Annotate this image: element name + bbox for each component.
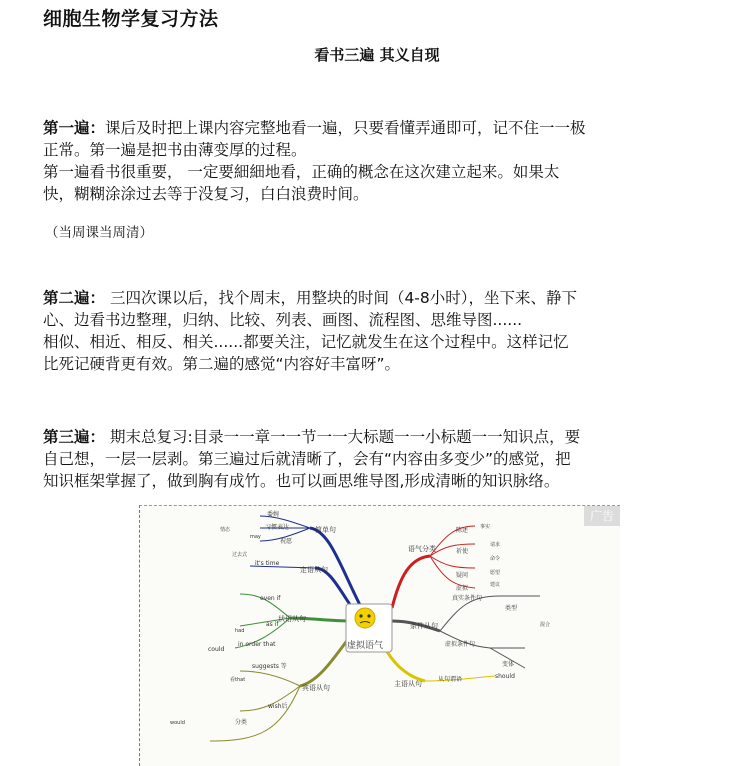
mind-map-node-label: 情态 [220, 527, 231, 533]
mind-map-node-label: 祝愿 [280, 538, 293, 545]
document-subtitle: 看书三遍 其义自现 [314, 46, 440, 64]
mind-map-node-label: had [235, 628, 245, 634]
mind-map-node-label: 虚拟 [456, 585, 469, 592]
mind-map-node-label: could [208, 646, 225, 653]
mind-map-node-label: 疑问 [456, 572, 469, 579]
paragraph-line [43, 287, 723, 309]
mind-map-node-label: even if [260, 595, 281, 602]
mind-map-node-label: 事实 [480, 524, 491, 530]
mind-map-node-label: 类型 [505, 605, 518, 612]
branch-attr: 定语从句 [300, 566, 328, 574]
paragraph-line [43, 117, 723, 139]
mind-map-node-label: should [495, 673, 515, 680]
mind-map-node-label: would [170, 720, 185, 726]
paragraph-line: 自己想，一层一层剥。第三遍过后就清晰了，会有“内容由多变少”的感觉，把 [43, 450, 571, 468]
mind-map-node-label: 变体 [502, 661, 515, 668]
mind-map-node-label: 分类 [235, 719, 248, 726]
mind-map-node-label: wish后 [268, 703, 288, 710]
mind-map-diagram [140, 506, 620, 766]
mind-map-center: 虚拟语气 [347, 641, 384, 651]
mind-map-node-label: 命令 [490, 556, 501, 562]
mind-map-node-label: as if [266, 621, 279, 628]
paragraph-line: 第一遍看书很重要， 一定要細細地看，正确的概念在这次建立起来。如果太 [43, 163, 560, 181]
second-pass-label: 第二遍： [43, 289, 106, 307]
paragraph-line: 正常。第一遍是把书由薄变厚的过程。 [43, 141, 307, 159]
mind-map-node-label: 真实条件句 [452, 595, 483, 602]
paragraph-line: 比死记硬背更有效。第二遍的感觉“内容好丰富呀”。 [43, 355, 401, 373]
mind-map-node-label: 愿望 [490, 570, 501, 576]
paragraph-line: 知识框架掌握了，做到胸有成竹。也可以画思维导图,形成清晰的知识脉络。 [43, 472, 560, 490]
mind-map-node-label: 虚拟条件句 [445, 641, 476, 648]
mind-map-node-label: suggests 等 [252, 663, 287, 670]
paragraph-second-pass [43, 287, 723, 375]
mind-map-node-label: 看that [230, 677, 246, 683]
mind-map-node-label: 过去式 [232, 552, 248, 558]
mind-map-node-label: 混合 [540, 622, 551, 628]
branch-cond: 条件从句 [410, 622, 438, 630]
paragraph-third-pass [43, 426, 723, 492]
mind-map-node-label: 委婉 [267, 511, 280, 518]
third-pass-text: 期末总复习:目录一一章一一节一一大标题一一小标题一一知识点，要 [105, 428, 581, 446]
branch-simple: 简单句 [315, 526, 336, 534]
paragraph-line: 心、边看书边整理，归纳、比较、列表、画图、流程图、思维导图...... [43, 311, 523, 329]
mind-map-node-label: 请求 [490, 542, 501, 548]
mind-map-node-label: 习惯表达 [265, 524, 290, 531]
first-pass-text: 课后及时把上课内容完整地看一遍，只要看懂弄通即可，记不住一一极 [105, 119, 586, 137]
paragraph-line: 相似、相近、相反、相关......都要关注，记忆就发生在这个过程中。这样记忆 [43, 333, 569, 351]
mind-map-node-label: 陈述 [456, 527, 469, 534]
third-pass-label: 第三遍： [43, 428, 106, 446]
mind-map-node-label: 建议 [490, 582, 501, 588]
ad-badge[interactable]: 广告 [584, 506, 620, 526]
first-pass-label: 第一遍： [43, 119, 106, 137]
branch-tone: 语气分类 [408, 545, 436, 553]
paragraph-first-pass [43, 117, 723, 205]
paragraph-line: 快，糊糊涂涂过去等于没复习，白白浪费时间。 [43, 185, 369, 203]
mind-map-node-label: it's time [255, 560, 280, 567]
weekly-note: （当周课当周清） [45, 225, 153, 241]
paragraph-line [43, 426, 723, 448]
branch-subj: 主语从句 [394, 680, 422, 688]
mind-map-image [139, 505, 620, 766]
branch-adv: 状语从句 [278, 615, 306, 623]
second-pass-text: 三四次课以后，找个周末，用整块的时间（4-8小时），坐下来、静下 [105, 289, 578, 307]
mind-map-node-label: 祈使 [456, 548, 469, 555]
mind-map-node-label: may [250, 534, 261, 540]
mind-map-node-label: 从句谓语 [438, 676, 463, 683]
document-title: 细胞生物学复习方法 [43, 8, 219, 30]
branch-obj: 宾语从句 [302, 684, 330, 692]
mind-map-node-label: in order that [238, 641, 276, 648]
